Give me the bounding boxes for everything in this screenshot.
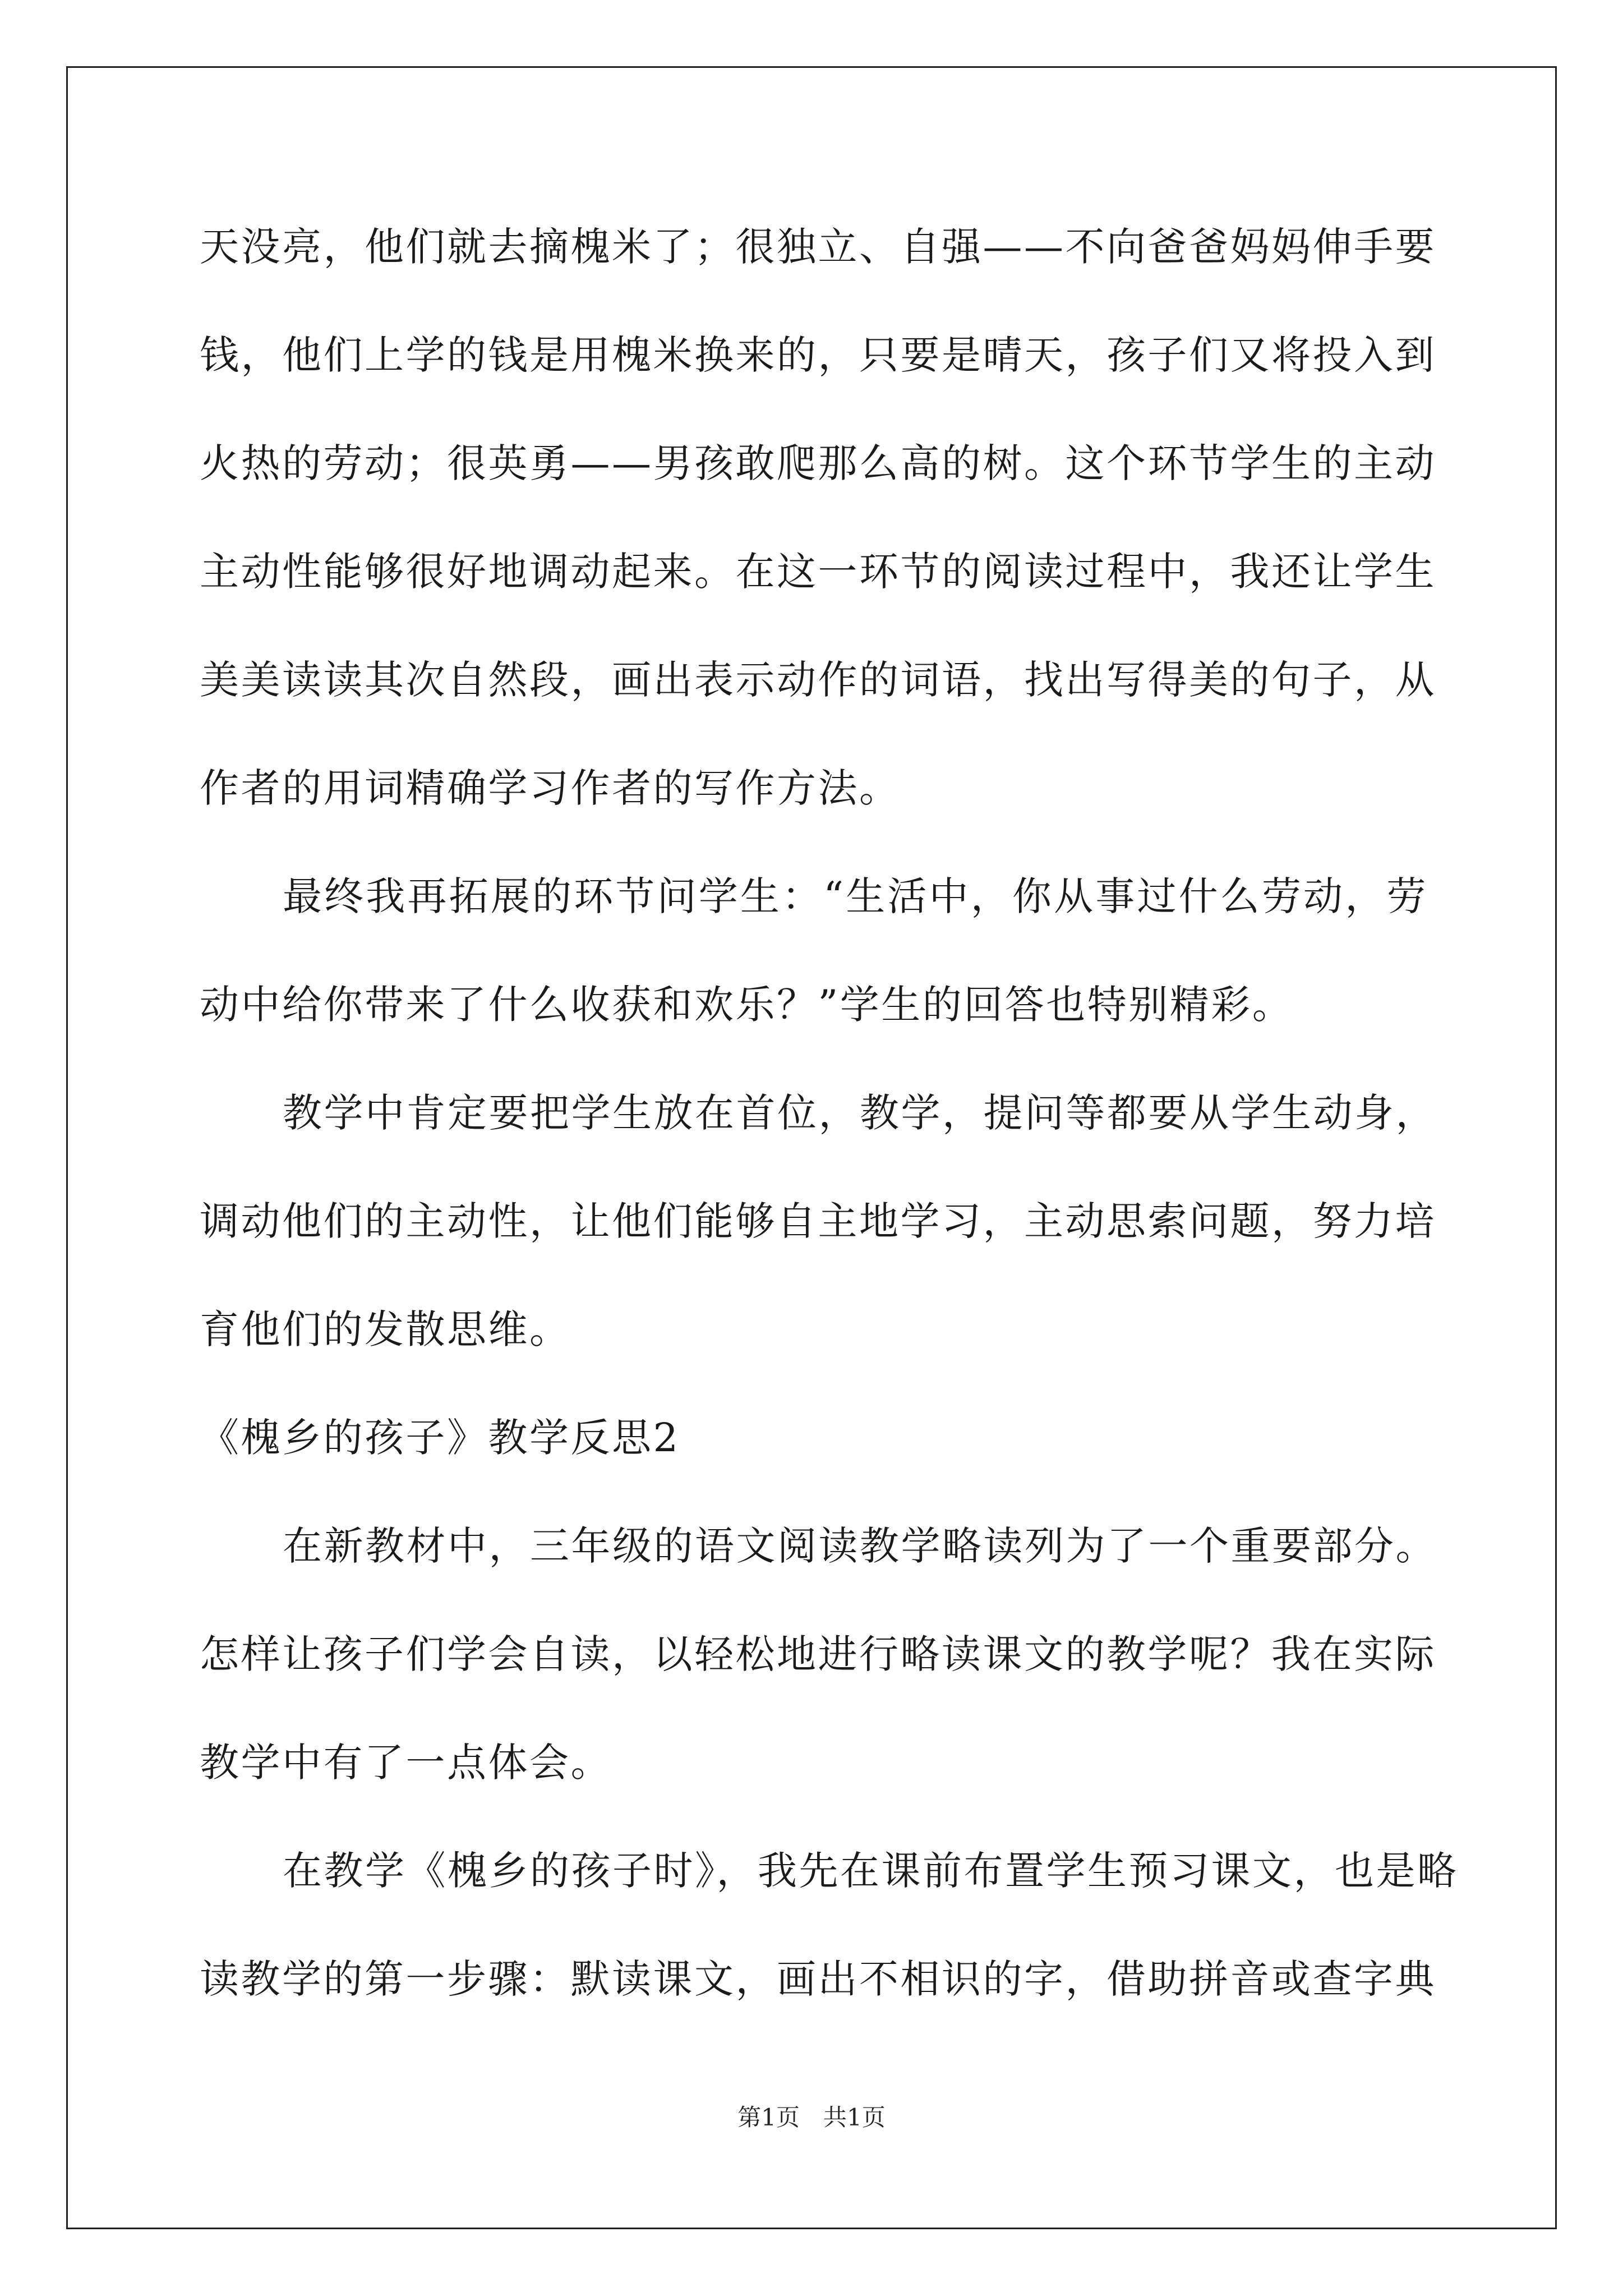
text-line: 调动他们的主动性，让他们能够自主地学习，主动思索问题，努力培: [200, 1198, 1436, 1244]
text-line: 读教学的第一步骤：默读课文，画出不相识的字，借助拼音或查字典: [200, 1956, 1436, 2002]
paragraph-first-line: 在新教材中，三年级的语文阅读教学略读列为了一个重要部分。: [283, 1523, 1437, 1569]
text-line: 育他们的发散思维。: [200, 1306, 571, 1352]
text-line: 天没亮，他们就去摘槐米了；很独立、自强——不向爸爸妈妈伸手要: [200, 224, 1436, 270]
paragraph-first-line: 在教学《槐乡的孩子时》，我先在课前布置学生预习课文，也是略: [283, 1848, 1459, 1894]
text-line: 作者的用词精确学习作者的写作方法。: [200, 765, 901, 811]
text-line: 美美读读其次自然段，画出表示动作的词语，找出写得美的句子，从: [200, 657, 1436, 703]
paragraph-first-line: 最终我再拓展的环节问学生：“生活中，你从事过什么劳动，劳: [283, 873, 1428, 919]
text-line: 钱，他们上学的钱是用槐米换来的，只要是晴天，孩子们又将投入到: [200, 332, 1436, 378]
text-line: 怎样让孩子们学会自读，以轻松地进行略读课文的教学呢？我在实际: [200, 1631, 1436, 1677]
section-heading: 《槐乡的孩子》教学反思2: [200, 1415, 680, 1461]
text-line: 主动性能够很好地调动起来。在这一环节的阅读过程中，我还让学生: [200, 549, 1436, 595]
text-line: 教学中有了一点体会。: [200, 1740, 612, 1786]
page-footer: 第1页 共1页: [737, 2104, 886, 2131]
text-line: 火热的劳动；很英勇——男孩敢爬那么高的树。这个环节学生的主动: [200, 440, 1436, 486]
paragraph-first-line: 教学中肯定要把学生放在首位，教学，提问等都要从学生动身，: [283, 1090, 1437, 1136]
text-line: 动中给你带来了什么收获和欢乐？”学生的回答也特别精彩。: [200, 982, 1294, 1028]
document-body: [200, 208, 1459, 2048]
